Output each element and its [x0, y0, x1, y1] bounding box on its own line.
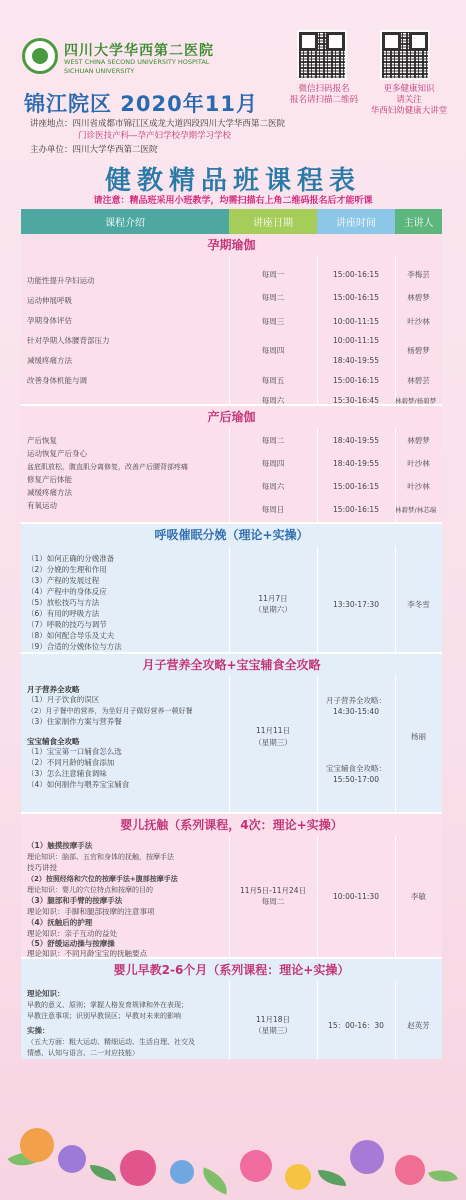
time: 15:30-16:45: [333, 396, 379, 405]
speaker: 林碧梦: [407, 436, 430, 445]
speaker: 林碧梦: [407, 293, 430, 302]
topic: （1）如何正确的分娩准备: [27, 554, 115, 563]
campus-title: 锦江院区 2020年11月: [24, 92, 258, 116]
topic: （1）宝宝第一口辅食怎么选: [27, 747, 122, 756]
topic: （8）如何配合导乐及丈夫: [27, 631, 115, 640]
topic: 功能性提升孕妇运动: [27, 276, 95, 285]
date: 每周四: [261, 459, 285, 468]
topic: 运动伸展呼吸: [27, 296, 72, 305]
header-speaker: 主讲人: [395, 209, 442, 234]
topic: 修复产后体能: [27, 475, 72, 484]
topic: 理论知识：手脚和腿部按摩的注意事项: [27, 907, 155, 916]
qr-code-follow[interactable]: [380, 30, 430, 80]
time: 15:00-16:15: [333, 376, 379, 385]
time: 15:50-17:00: [333, 775, 379, 784]
speaker: 叶沙林: [407, 317, 430, 326]
topic: 理论知识：: [27, 989, 65, 998]
header-date: 讲座日期: [229, 209, 317, 234]
topic: 理论知识：亲子互动的益处: [27, 929, 117, 938]
table-header: [21, 209, 442, 234]
time: 13:30-17:30: [333, 600, 379, 609]
topic: 情感、认知与语言、二一对应技能）: [27, 1049, 139, 1057]
qr2-caption-line-3: 华西妇幼健康大讲堂: [370, 106, 448, 116]
location-label: 讲座地点：: [30, 119, 73, 129]
date: 11月7日: [258, 594, 288, 603]
time: 10:00-11:15: [333, 317, 379, 326]
organizer-value: 四川大学华西第二医院: [72, 145, 158, 155]
topic: （2）分娩的生理和作用: [27, 565, 107, 574]
section-title: 产后瑜伽: [207, 410, 256, 424]
section-early-education: [21, 959, 442, 1059]
location-value: 四川省成都市锦江区成龙大道四段四川大学华西第二医院: [72, 119, 286, 129]
qr1-caption-line-1: 微信扫码报名: [298, 84, 350, 94]
section-title: 月子营养全攻略+宝宝辅食全攻略: [142, 658, 321, 672]
date: 每周五: [261, 376, 285, 385]
organizer-line: [30, 144, 158, 156]
qr2-caption-line-1: 更多健康知识: [383, 84, 435, 94]
topic: 理论知识：不同月龄宝宝的抚触要点: [27, 949, 147, 958]
date: 每周六: [261, 482, 285, 491]
date: 11月11日: [255, 726, 291, 735]
topic: 实操：: [27, 1026, 50, 1035]
speaker: 杨碧梦: [407, 346, 430, 355]
topic: 产后恢复: [27, 436, 57, 445]
topic: （4）如何制作与喂养宝宝辅食: [27, 780, 130, 789]
subsection-title: 宝宝辅食全攻略: [27, 737, 80, 746]
topic: 理论知识：婴儿的穴位特点和按摩的目的: [27, 886, 153, 894]
topic: 针对孕期人体腰背部压力: [27, 336, 110, 345]
section-title: 孕期瑜伽: [207, 238, 256, 252]
topic: （4）产程中的身体反应: [27, 587, 107, 596]
date: 每周一: [261, 270, 285, 279]
time: 18:40-19:55: [333, 459, 379, 468]
topic: （2）按照经络和穴位的按摩手法+腹部按摩手法: [27, 875, 178, 883]
topic: （9）合适的分娩体位与方法: [27, 642, 122, 651]
time-label: 月子营养全攻略：: [326, 696, 386, 705]
speaker: 林碧芸: [407, 376, 430, 385]
date: 每周二: [261, 293, 285, 302]
date: 每周三: [261, 317, 285, 326]
time: 18:40-19:55: [333, 436, 379, 445]
date: 每周二: [261, 436, 285, 445]
time: 15:00-16:15: [333, 505, 379, 514]
time: 15:00-16:15: [333, 482, 379, 491]
topic: 孕期身体评估: [27, 316, 72, 325]
page-title: 健教精品班课程表: [104, 166, 361, 196]
qr2-caption-line-2: 请关注: [396, 95, 422, 105]
section-title: 呼吸催眠分娩（理论+实操）: [154, 528, 309, 542]
time: 15:00-16:15: [333, 270, 379, 279]
topic: （1）触摸按摩手法: [27, 841, 93, 850]
speaker: 赵英芳: [407, 1021, 430, 1030]
notice-text: 请注意：精品班采用小班教学，均需扫描右上角二维码报名后才能听课: [93, 196, 373, 206]
location-line: [30, 118, 285, 130]
topic: （2）不同月龄的辅食添加: [27, 758, 115, 767]
time: 10:00-11:15: [333, 336, 379, 345]
topic: （3）怎么注意辅食调味: [27, 769, 107, 778]
speaker: 林碧梦/杨碧梦: [395, 397, 437, 405]
speaker: 李冬雪: [407, 600, 430, 609]
section-postpartum-yoga: [21, 406, 442, 524]
weekday: （星期三）: [254, 738, 292, 747]
speaker: 李梅芸: [407, 270, 430, 279]
topic: 盆底肌放松，腹直肌分离修复，改善产后腰背部疼痛: [27, 463, 188, 471]
topic: 技巧讲授: [27, 863, 57, 872]
hospital-logo-icon: [22, 38, 58, 74]
speaker: 李敏: [411, 892, 426, 901]
speaker: 杨丽: [411, 732, 426, 741]
time: 14:30-15:40: [333, 707, 379, 716]
date: 每周四: [261, 346, 285, 355]
speaker: 叶沙林: [407, 459, 430, 468]
topic: （6）有用的呼吸方法: [27, 609, 100, 618]
section-nutrition: [21, 654, 442, 814]
topic: （5）放松技巧与方法: [27, 598, 100, 607]
time: 15：00-16：30: [328, 1021, 384, 1030]
topic: （7）呼吸的技巧与调节: [27, 620, 107, 629]
date: 11月5日-11月24日: [239, 886, 307, 895]
weekday: 每周二: [261, 897, 285, 906]
section-infant-massage: [21, 814, 442, 959]
topic: （3）产程的发展过程: [27, 576, 100, 585]
time: 10:00-11:30: [333, 892, 379, 901]
date: 每周日: [261, 505, 285, 514]
qr1-caption-line-2: 报名请扫描二维码: [289, 95, 358, 105]
schedule-table: [21, 209, 442, 1059]
speaker: 叶沙林: [407, 482, 430, 491]
qr2-caption: [364, 84, 454, 117]
section-prenatal-yoga: [21, 234, 442, 406]
qr-code-signup[interactable]: [297, 30, 347, 80]
header-time: 讲座时间: [317, 209, 395, 234]
subsection-title: 月子营养全攻略: [27, 685, 80, 694]
topic: （1）月子饮食的误区: [27, 695, 100, 704]
hospital-name-en-1: WEST CHINA SECOND UNIVERSITY HOSPITAL: [64, 58, 210, 66]
topic: （2）月子餐中的营养，为坐好月子做好营养一顿好餐: [27, 707, 193, 715]
weekday: （星期三）: [254, 1026, 292, 1035]
section-title: 婴儿抚触（系列课程，4次：理论+实操）: [120, 818, 343, 832]
section-hypnobirthing: [21, 524, 442, 654]
topic: （3）住家制作方案与营养餐: [27, 717, 122, 726]
hospital-name-cn: 四川大学华西第二医院: [64, 43, 214, 59]
header-course: 课程介绍: [21, 209, 229, 234]
weekday: （星期六）: [254, 605, 292, 614]
date: 每周六: [261, 396, 285, 405]
topic: 运动恢复产后身心: [27, 449, 87, 458]
topic: （5）舒缓运动操与按摩操: [27, 939, 115, 948]
topic: 减缓疼痛方法: [27, 356, 72, 365]
topic: 减缓疼痛方法: [27, 488, 72, 497]
location-value-2: 门诊医技产科—孕产妇学校孕期学习学校: [78, 131, 232, 141]
time: 15:00-16:15: [333, 293, 379, 302]
speaker: 林碧梦/林芯瑞: [395, 506, 437, 514]
topic: （4）抚触后的护理: [27, 918, 93, 927]
date: 11月18日: [255, 1015, 291, 1024]
organizer-label: 主办单位：: [30, 145, 73, 155]
section-title: 婴儿早教2-6个月（系列课程：理论+实操）: [113, 963, 350, 977]
topic: 改善身体机能与调: [27, 376, 87, 385]
topic: 有氧运动: [27, 501, 57, 510]
topic: 早教的意义、原则；掌握人格发育规律和外在表现；: [27, 1001, 188, 1009]
topic: （五大方面：粗大运动、精细运动、生活自理、社交及: [27, 1038, 195, 1046]
hospital-name-en-2: SICHUAN UNIVERSITY: [64, 67, 135, 75]
topic: （3）腿部和手臂的按摩手法: [27, 896, 123, 905]
topic: 早教注意事项；识别早教误区；早教对未来的影响: [27, 1012, 181, 1020]
topic: 理论知识：脑部、五官和身体的抚触，按摩手法: [27, 853, 174, 861]
time: 18:40-19:55: [333, 356, 379, 365]
time-label: 宝宝辅食全攻略：: [326, 764, 386, 773]
qr1-caption: [284, 84, 364, 106]
